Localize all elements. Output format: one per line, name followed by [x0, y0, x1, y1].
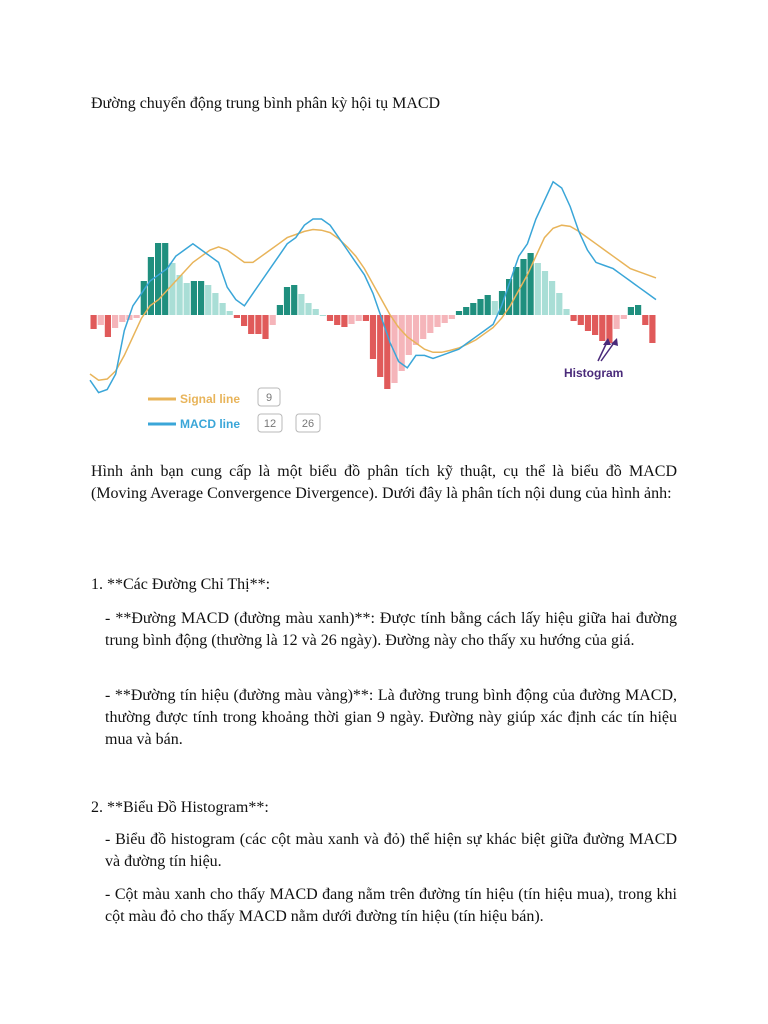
histogram-bar — [477, 299, 483, 315]
histogram-annotation-label: Histogram — [564, 366, 624, 380]
histogram-bar — [241, 315, 247, 326]
section1-heading — [91, 574, 677, 596]
histogram-bar — [291, 285, 297, 315]
histogram-bar — [578, 315, 584, 325]
histogram-bar — [592, 315, 598, 335]
macd-figure — [86, 148, 660, 448]
macd-chart — [86, 148, 660, 448]
histogram-bar — [649, 315, 655, 343]
histogram-bar — [434, 315, 440, 327]
histogram-bar — [277, 305, 283, 315]
histogram-bar — [191, 281, 197, 315]
histogram-bar — [370, 315, 376, 359]
section2-heading — [91, 797, 677, 819]
legend-macd-label: MACD line — [180, 417, 240, 431]
legend-signal-label: Signal line — [180, 392, 241, 406]
histogram-bar — [234, 315, 240, 318]
histogram-bar — [585, 315, 591, 331]
histogram-bar — [606, 315, 612, 343]
histogram-bar — [227, 311, 233, 315]
histogram-bar — [463, 307, 469, 315]
histogram-bar — [134, 315, 140, 318]
histogram-bar — [220, 303, 226, 315]
histogram-bar — [298, 294, 304, 315]
intro-paragraph — [91, 461, 677, 505]
histogram-bar — [305, 303, 311, 315]
histogram-bar — [377, 315, 383, 377]
histogram-bar — [205, 285, 211, 315]
histogram-bar — [563, 309, 569, 315]
section1-bullet2-text: - **Đường tín hiệu (đường màu vàng)**: Là đường trung bình động của đường MACD, thường được tính trong khoảng thời gian 9 ngày. Đường này giúp xác định các tín hiệu mua và bán. — [105, 687, 677, 748]
histogram-bar — [621, 315, 627, 319]
histogram-bar — [341, 315, 347, 327]
histogram-bar — [413, 315, 419, 345]
histogram-bar — [162, 243, 168, 315]
histogram-bar — [119, 315, 125, 322]
histogram-bar — [248, 315, 254, 334]
histogram-bar — [313, 309, 319, 315]
histogram-bar — [456, 311, 462, 315]
histogram-bar — [635, 305, 641, 315]
histogram-bar — [628, 307, 634, 315]
macd-slow-param-value: 26 — [301, 418, 315, 430]
histogram-bar — [642, 315, 648, 325]
section2-bullet1-text: - Biểu đồ histogram (các cột màu xanh và đỏ) thể hiện sự khác biệt giữa đường MACD và đường tín hiệu. — [105, 831, 677, 870]
histogram-bar — [155, 243, 161, 315]
histogram-bar — [98, 315, 104, 325]
section2-heading-text: 2. **Biểu Đồ Histogram**: — [91, 799, 269, 816]
histogram-bar — [542, 271, 548, 315]
histogram-bar — [255, 315, 261, 334]
histogram-bar — [363, 315, 369, 321]
histogram-bar — [420, 315, 426, 339]
histogram-bar — [198, 281, 204, 315]
histogram-bar — [571, 315, 577, 321]
histogram-bar — [262, 315, 268, 339]
section1-bullet1 — [91, 608, 677, 652]
histogram-bar — [442, 315, 448, 323]
histogram-bar — [356, 315, 362, 321]
histogram-bar — [184, 283, 190, 315]
histogram-bar — [212, 293, 218, 315]
histogram-bar — [327, 315, 333, 321]
histogram-bar — [427, 315, 433, 333]
histogram-bar — [105, 315, 111, 337]
histogram-bar — [169, 263, 175, 315]
histogram-bar — [549, 281, 555, 315]
histogram-bar — [270, 315, 276, 325]
histogram-bar — [556, 293, 562, 315]
histogram-bar — [485, 295, 491, 315]
histogram-bar — [334, 315, 340, 325]
histogram-bar — [320, 315, 326, 316]
histogram-bar — [535, 263, 541, 315]
histogram-bar — [599, 315, 605, 341]
histogram-bar — [91, 315, 97, 329]
signal-param-value: 9 — [265, 392, 273, 404]
section1-heading-text: 1. **Các Đường Chỉ Thị**: — [91, 576, 271, 593]
chart-legend — [148, 388, 320, 432]
section2-bullet1 — [91, 829, 677, 873]
section1-bullet1-text: - **Đường MACD (đường màu xanh)**: Được tính bằng cách lấy hiệu giữa hai đường trung bình động (thường là 12 và 26 ngày). Đường này cho thấy xu hướng của giá. — [105, 610, 677, 649]
section2-bullet2-text: - Cột màu xanh cho thấy MACD đang nằm trên đường tín hiệu (tín hiệu mua), trong khi cột màu đỏ cho thấy MACD nằm dưới đường tín hiệu (tín hiệu bán). — [105, 886, 677, 925]
macd-fast-param-value: 12 — [263, 418, 277, 430]
histogram-bar — [470, 303, 476, 315]
histogram-bar — [177, 275, 183, 315]
histogram-bar — [348, 315, 354, 324]
histogram-bar — [492, 301, 498, 315]
histogram-bar — [284, 287, 290, 315]
histogram-bar — [112, 315, 118, 328]
document-title: Đường chuyển động trung bình phân kỳ hội tụ MACD — [91, 95, 441, 112]
histogram-bar — [148, 257, 154, 315]
histogram-bar — [449, 315, 455, 319]
intro-text: Hình ảnh bạn cung cấp là một biểu đồ phân tích kỹ thuật, cụ thể là biểu đồ MACD (Moving Average Convergence Divergence). Dưới đây là phân tích nội dung của hình ảnh: — [91, 463, 677, 502]
histogram-annotation — [564, 338, 623, 380]
section1-bullet2 — [91, 685, 677, 751]
histogram-bar — [614, 315, 620, 329]
section2-bullet2 — [91, 884, 677, 928]
